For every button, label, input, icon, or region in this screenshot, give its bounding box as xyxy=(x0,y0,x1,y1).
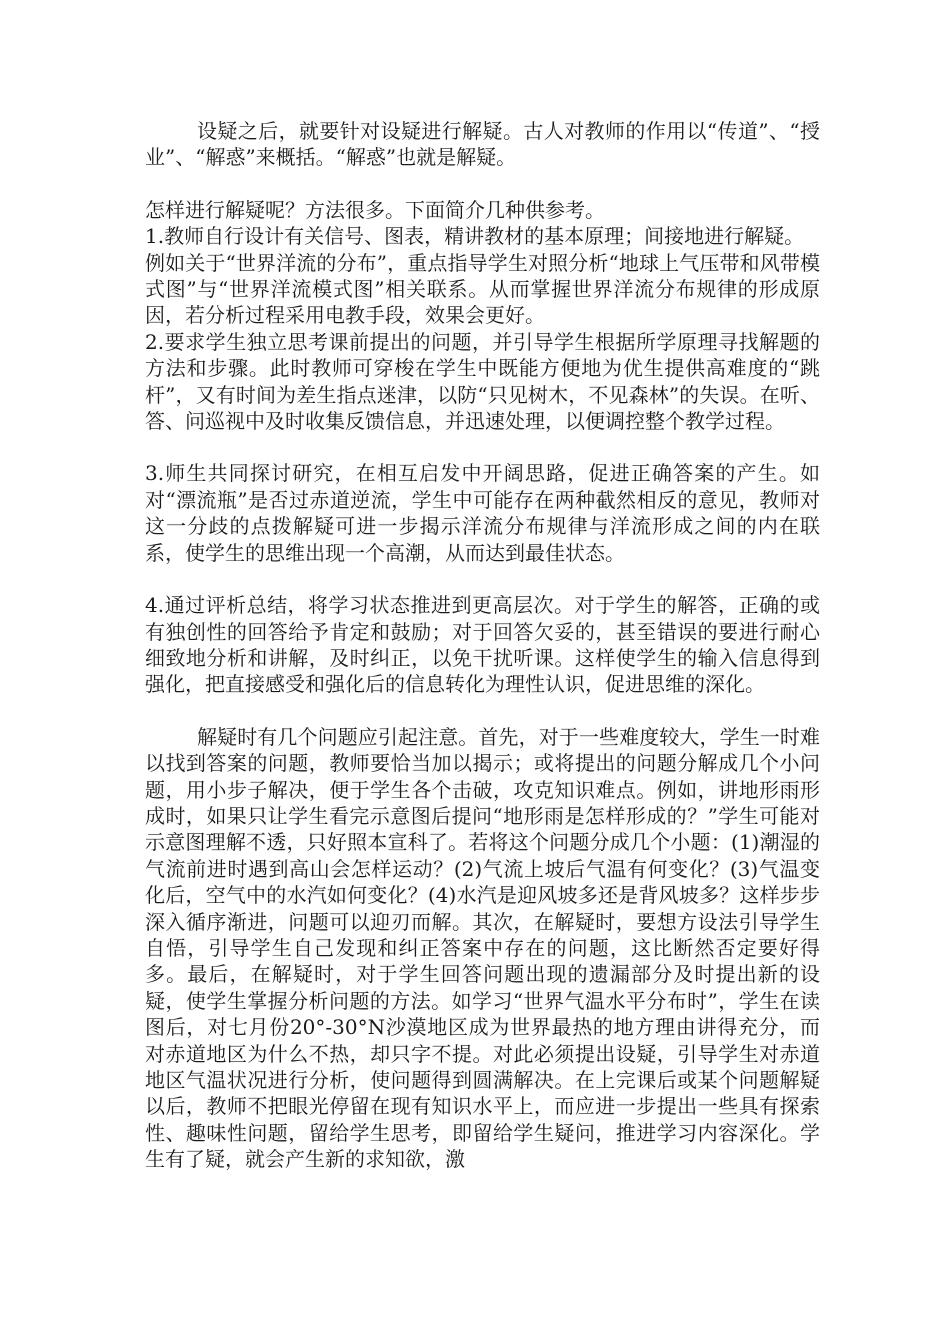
paragraph-method-2: 2.要求学生独立思考课前提出的问题，并引导学生根据所学原理寻找解题的方法和步骤。此时教师可穿梭在学生中既能方便地为优生提供高难度的“跳杆”，又有时间为差生指点迷津，以防“只见树木，不见森林”的失误。在听、答、问巡视中及时收集反馈信息，并迅速处理，以便调控整个教学过程。 xyxy=(145,329,820,434)
paragraph-method-3: 3.师生共同探讨研究，在相互启发中开阔思路，促进正确答案的产生。如对“漂流瓶”是否过赤道逆流，学生中可能存在两种截然相反的意见，教师对这一分歧的点拨解疑可进一步揭示洋流分布规律与洋流形成之间的内在联系，使学生的思维出现一个高潮，从而达到最佳状态。 xyxy=(145,461,820,565)
paragraph-notes: 解疑时有几个问题应引起注意。首先，对于一些难度较大，学生一时难以找到答案的问题，教师要恰当加以揭示；或将提出的问题分解成几个小问题，用小步子解决，便于学生各个击破，攻克知识难点。例如，讲地形雨形成时，如果只让学生看完示意图后提问“地形雨是怎样形成的？”学生可能对示意图理解不透，只好照本宣科了。若将这个问题分成几个小题：(1)潮湿的气流前进时遇到高山会怎样运动？(2)气流上坡后气温有何变化？(3)气温变化后，空气中的水汽如何变化？(4)水汽是迎风坡多还是背风坡多？这样步步深入循序渐进，问题可以迎刃而解。其次，在解疑时，要想方设法引导学生自悟，引导学生自己发现和纠正答案中存在的问题，这比断然否定要好得多。最后，在解疑时，对于学生回答问题出现的遗漏部分及时提出新的设疑，使学生掌握分析问题的方法。如学习“世界气温水平分布时”，学生在读图后，对七月份20°-30°N沙漠地区成为世界最热的地方理由讲得充分，而对赤道地区为什么不热，却只字不提。对此必须提出设疑，引导学生对赤道地区气温状况进行分析，使问题得到圆满解决。在上完课后或某个问题解疑以后，教师不把眼光停留在现有知识水平上，而应进一步提出一些具有探索性、趣味性问题，留给学生思考，即留给学生疑问，推进学习内容深化。学生有了疑，就会产生新的求知欲，激 xyxy=(145,724,820,1172)
paragraph-method-1: 1.教师自行设计有关信号、图表，精讲教材的基本原理；间接地进行解疑。 xyxy=(145,224,805,249)
paragraph-methods-intro: 怎样进行解疑呢？方法很多。下面简介几种供参考。 xyxy=(145,197,605,222)
paragraph-method-1-example: 例如关于“世界洋流的分布”，重点指导学生对照分析“地球上气压带和风带模式图”与“世界洋流模式图”相关联系。从而掌握世界洋流分布规律的形成原因，若分析过程采用电教手段，效果会更好。 xyxy=(145,250,820,328)
paragraph-intro: 设疑之后，就要针对设疑进行解疑。古人对教师的作用以“传道”、“授业”、“解惑”来概括。“解惑”也就是解疑。 xyxy=(145,119,820,170)
document-page xyxy=(145,118,820,1173)
paragraph-method-4: 4.通过评析总结，将学习状态推进到更高层次。对于学生的解答，正确的或有独创性的回答给予肯定和鼓励；对于回答欠妥的，甚至错误的要进行耐心细致地分析和讲解，及时纠正，以免干扰听课。这样使学生的输入信息得到强化，把直接感受和强化后的信息转化为理性认识，促进思维的深化。 xyxy=(145,593,820,697)
